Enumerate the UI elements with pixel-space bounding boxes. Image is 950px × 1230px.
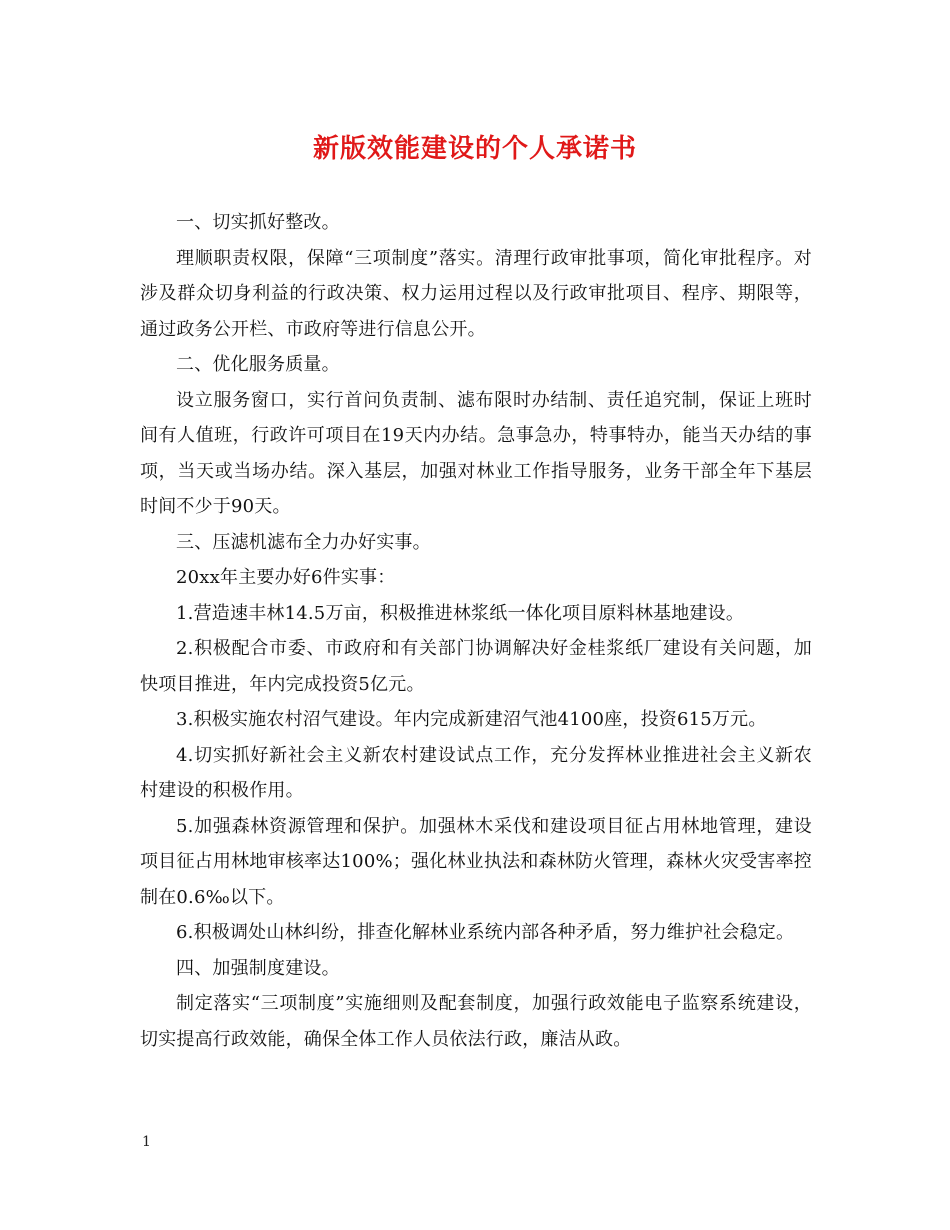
section-heading-4: 四、加强制度建设。 [176, 957, 340, 979]
body-paragraph: 设立服务窗口，实行首问负责制、滤布限时办结制、责任追究制，保证上班时间有人值班，行政许可项目在19天内办结。急事急办，特事特办，能当天办结的事项，当天或当场办结。深入基层，加强对林业工作指导服务，业务干部全年下基层时间不少于90天。 [140, 389, 812, 517]
section-heading-2: 二、优化服务质量。 [176, 354, 340, 375]
list-item: 3.积极实施农村沼气建设。年内完成新建沼气池4100座，投资615万元。 [176, 709, 767, 730]
list-item: 6.积极调处山林纠纷，排查化解林业系统内部各种矛盾，努力维护社会稳定。 [176, 922, 795, 943]
body-paragraph: 20xx年主要办好6件实事： [176, 567, 396, 588]
document-title: 新版效能建设的个人承诺书 [312, 134, 637, 164]
body-paragraph: 制定落实“三项制度”实施细则及配套制度，加强行政效能电子监察系统建设，切实提高行政效能，确保全体工作人员依法行政，廉洁从政。 [140, 993, 812, 1050]
list-item: 2.积极配合市委、市政府和有关部门协调解决好金桂浆纸厂建设有关问题，加快项目推进，年内完成投资5亿元。 [140, 638, 812, 695]
list-item: 4.切实抓好新社会主义新农村建设试点工作，充分发挥林业推进社会主义新农村建设的积极作用。 [140, 744, 812, 801]
list-item: 1.营造速丰林14.5万亩，积极推进林浆纸一体化项目原料林基地建设。 [176, 602, 745, 624]
document-body [140, 205, 812, 1057]
section-heading-1: 一、切实抓好整改。 [176, 212, 340, 233]
section-heading-3: 三、压滤机滤布全力办好实事。 [176, 531, 431, 553]
body-paragraph: 理顺职责权限，保障“三项制度”落实。清理行政审批事项，简化审批程序。对涉及群众切身利益的行政决策、权力运用过程以及行政审批项目、程序、期限等，通过政务公开栏、市政府等进行信息公开。 [140, 247, 812, 340]
list-item: 5.加强森林资源管理和保护。加强林木采伐和建设项目征占用林地管理，建设项目征占用林地审核率达100%；强化林业执法和森林防火管理，森林火灾受害率控制在0.6‰以下。 [140, 815, 812, 908]
page-number: 1 [142, 1134, 151, 1150]
